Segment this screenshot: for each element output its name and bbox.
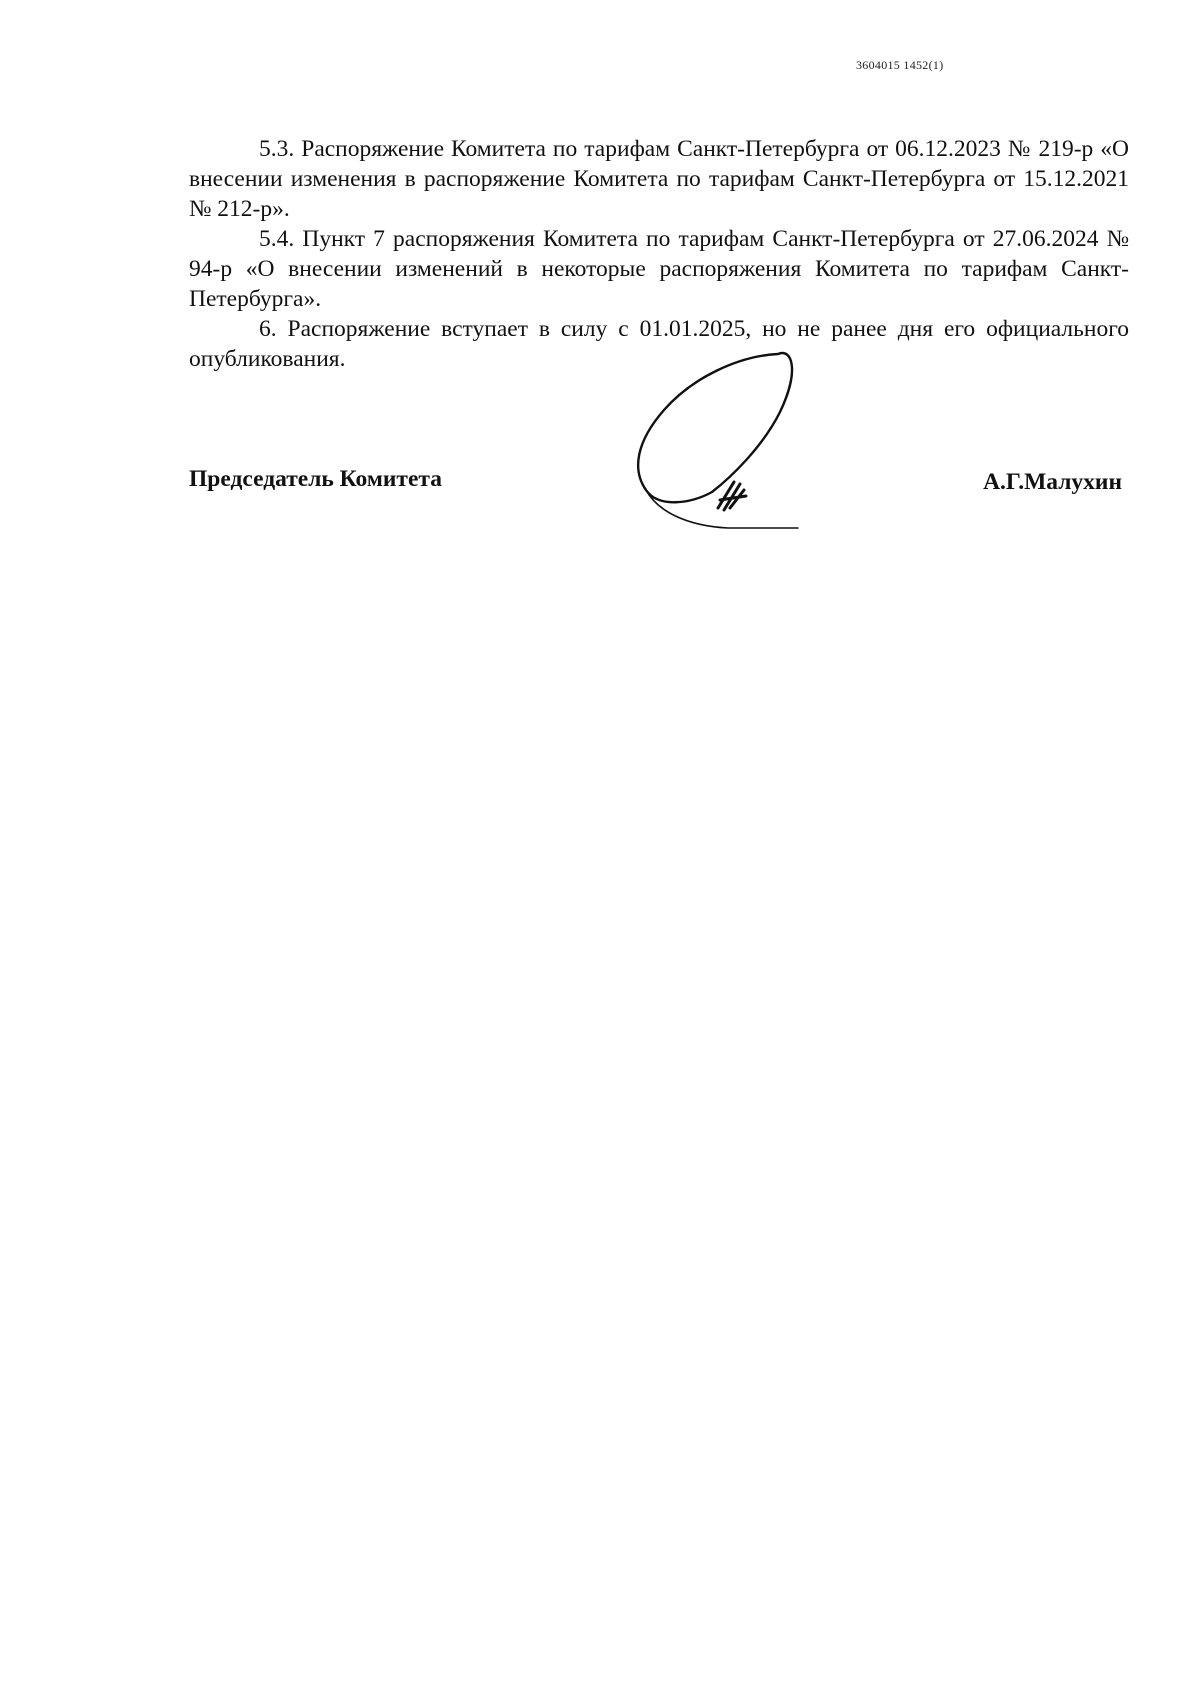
position-title: Председатель Комитета: [189, 466, 442, 492]
handwritten-signature-icon: [630, 350, 810, 540]
signatory-name: А.Г.Малухин: [983, 469, 1122, 495]
paragraph-6: 6. Распоряжение вступает в силу с 01.01.2025, но не ранее дня его официального опубликования.: [189, 316, 1129, 372]
paragraph-5-4: 5.4. Пункт 7 распоряжения Комитета по тарифам Санкт-Петербурга от 27.06.2024 № 94-р «О внесении изменений в некоторые распоряжения Комитета по тарифам Санкт-Петербурга».: [189, 226, 1129, 312]
document-code: 3604015 1452(1): [856, 58, 944, 72]
document-body: [189, 134, 1129, 374]
paragraph-5-3: 5.3. Распоряжение Комитета по тарифам Санкт-Петербурга от 06.12.2023 № 219-р «О внесении изменения в распоряжение Комитета по тарифам Санкт-Петербурга от 15.12.2021 № 212-р».: [189, 136, 1129, 222]
